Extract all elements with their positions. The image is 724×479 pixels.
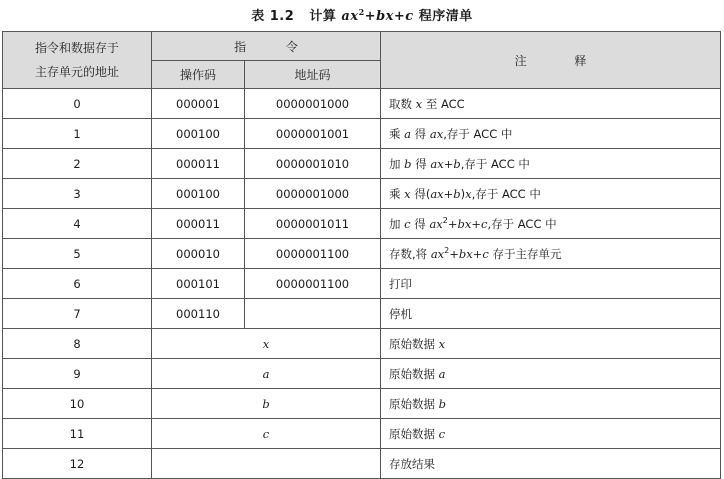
- table-row: [3, 149, 721, 179]
- cell-opcode: 000011: [152, 149, 245, 179]
- caption-label: 表 1.2: [251, 9, 295, 24]
- cell-addr-code: 0000001100: [245, 269, 381, 299]
- caption-formula: $ax^2+bx+c$: [341, 7, 414, 24]
- note-segment: 取数: [389, 96, 416, 111]
- cell-opcode: 000011: [152, 209, 245, 239]
- cell-opcode: 000010: [152, 239, 245, 269]
- note-segment: x: [465, 186, 472, 201]
- note-segment: b: [438, 396, 447, 411]
- cell-address: 0: [3, 89, 152, 119]
- cell-address: 11: [3, 419, 152, 449]
- note-segment: b: [404, 156, 412, 171]
- note-segment: ax+b: [430, 186, 461, 201]
- table-row: [3, 359, 721, 389]
- note-segment: 停机: [389, 306, 413, 321]
- note-segment: ax+b: [430, 156, 461, 171]
- note-segment: 得: [411, 156, 431, 171]
- cell-opcode: 000100: [152, 119, 245, 149]
- cell-address: 7: [3, 299, 152, 329]
- note-segment: c: [438, 426, 446, 441]
- header-opcode: 操作码: [152, 61, 245, 89]
- header-addr-code: 地址码: [245, 61, 381, 89]
- note-segment: a: [438, 366, 446, 381]
- cell-data-value: [152, 449, 381, 479]
- note-segment: 2: [442, 215, 448, 225]
- cell-address: 1: [3, 119, 152, 149]
- note-segment: 得: [411, 126, 430, 141]
- note-segment: 至 ACC: [422, 96, 465, 111]
- note-segment: x: [438, 336, 446, 351]
- cell-note: [381, 209, 721, 239]
- note-segment: 存数,将: [389, 246, 431, 261]
- table-row: [3, 329, 721, 359]
- cell-opcode: 000001: [152, 89, 245, 119]
- cell-note: [381, 329, 721, 359]
- cell-note: [381, 419, 721, 449]
- cell-note: [381, 299, 721, 329]
- cell-address: 3: [3, 179, 152, 209]
- note-segment: 原始数据: [389, 336, 439, 351]
- cell-address: 9: [3, 359, 152, 389]
- table-row: [3, 209, 721, 239]
- cell-data-value: c: [152, 419, 381, 449]
- cell-addr-code: 0000001011: [245, 209, 381, 239]
- cell-data-value: x: [152, 329, 381, 359]
- cell-note: [381, 269, 721, 299]
- cell-opcode: 000100: [152, 179, 245, 209]
- program-listing-table: [2, 31, 721, 479]
- cell-note: [381, 359, 721, 389]
- cell-address: 10: [3, 389, 152, 419]
- table-caption: [0, 5, 724, 24]
- cell-addr-code: 0000001100: [245, 239, 381, 269]
- note-segment: 原始数据: [389, 426, 439, 441]
- table-body: [3, 89, 721, 479]
- note-segment: 原始数据: [389, 366, 439, 381]
- table-row: [3, 419, 721, 449]
- note-segment: 得(: [410, 186, 431, 201]
- cell-note: [381, 119, 721, 149]
- note-segment: 2: [444, 245, 450, 255]
- table-row: [3, 179, 721, 209]
- cell-note: [381, 179, 721, 209]
- table-row: [3, 239, 721, 269]
- table-row: [3, 119, 721, 149]
- cell-addr-code: 0000001001: [245, 119, 381, 149]
- cell-note: [381, 149, 721, 179]
- note-segment: ax: [430, 246, 445, 261]
- note-segment: 加: [389, 156, 405, 171]
- caption-verb: 计算: [309, 9, 337, 24]
- table-row: [3, 269, 721, 299]
- cell-note: [381, 449, 721, 479]
- cell-address: 5: [3, 239, 152, 269]
- table-row: [3, 299, 721, 329]
- caption-suffix: 程序清单: [418, 9, 473, 24]
- note-segment: 存于主存单元: [488, 246, 562, 261]
- cell-data-value: a: [152, 359, 381, 389]
- note-segment: 加: [389, 216, 405, 231]
- cell-address: 4: [3, 209, 152, 239]
- header-instruction: 指 令: [152, 32, 381, 61]
- note-segment: +bx+c: [447, 216, 488, 231]
- cell-opcode: 000101: [152, 269, 245, 299]
- table-row: [3, 389, 721, 419]
- note-segment: ,存于 ACC 中: [471, 186, 541, 201]
- header-address: 指令和数据存于 主存单元的地址: [3, 32, 152, 89]
- cell-note: [381, 239, 721, 269]
- note-segment: ): [460, 186, 466, 201]
- cell-opcode: 000110: [152, 299, 245, 329]
- note-segment: ax: [429, 126, 444, 141]
- table-row: [3, 89, 721, 119]
- note-segment: 存放结果: [389, 456, 436, 471]
- cell-address: 8: [3, 329, 152, 359]
- note-segment: 乘: [389, 126, 405, 141]
- note-segment: +bx+c: [449, 246, 489, 261]
- cell-address: 6: [3, 269, 152, 299]
- note-segment: 原始数据: [389, 396, 439, 411]
- cell-addr-code: [245, 299, 381, 329]
- note-segment: ,存于 ACC 中: [443, 126, 513, 141]
- cell-addr-code: 0000001010: [245, 149, 381, 179]
- note-segment: ax: [429, 216, 443, 231]
- cell-note: [381, 389, 721, 419]
- note-segment: c: [404, 216, 411, 231]
- cell-note: [381, 89, 721, 119]
- table-row: [3, 449, 721, 479]
- cell-address: 2: [3, 149, 152, 179]
- cell-address: 12: [3, 449, 152, 479]
- note-segment: ,存于 ACC 中: [460, 156, 530, 171]
- cell-addr-code: 0000001000: [245, 89, 381, 119]
- note-segment: ,存于 ACC 中: [487, 216, 557, 231]
- note-segment: a: [404, 126, 412, 141]
- note-segment: 打印: [389, 276, 413, 291]
- cell-data-value: b: [152, 389, 381, 419]
- note-segment: 乘: [389, 186, 405, 201]
- header-note: 注 释: [381, 32, 721, 89]
- note-segment: x: [404, 186, 411, 201]
- cell-addr-code: 0000001000: [245, 179, 381, 209]
- note-segment: x: [415, 96, 423, 111]
- note-segment: 得: [410, 216, 430, 231]
